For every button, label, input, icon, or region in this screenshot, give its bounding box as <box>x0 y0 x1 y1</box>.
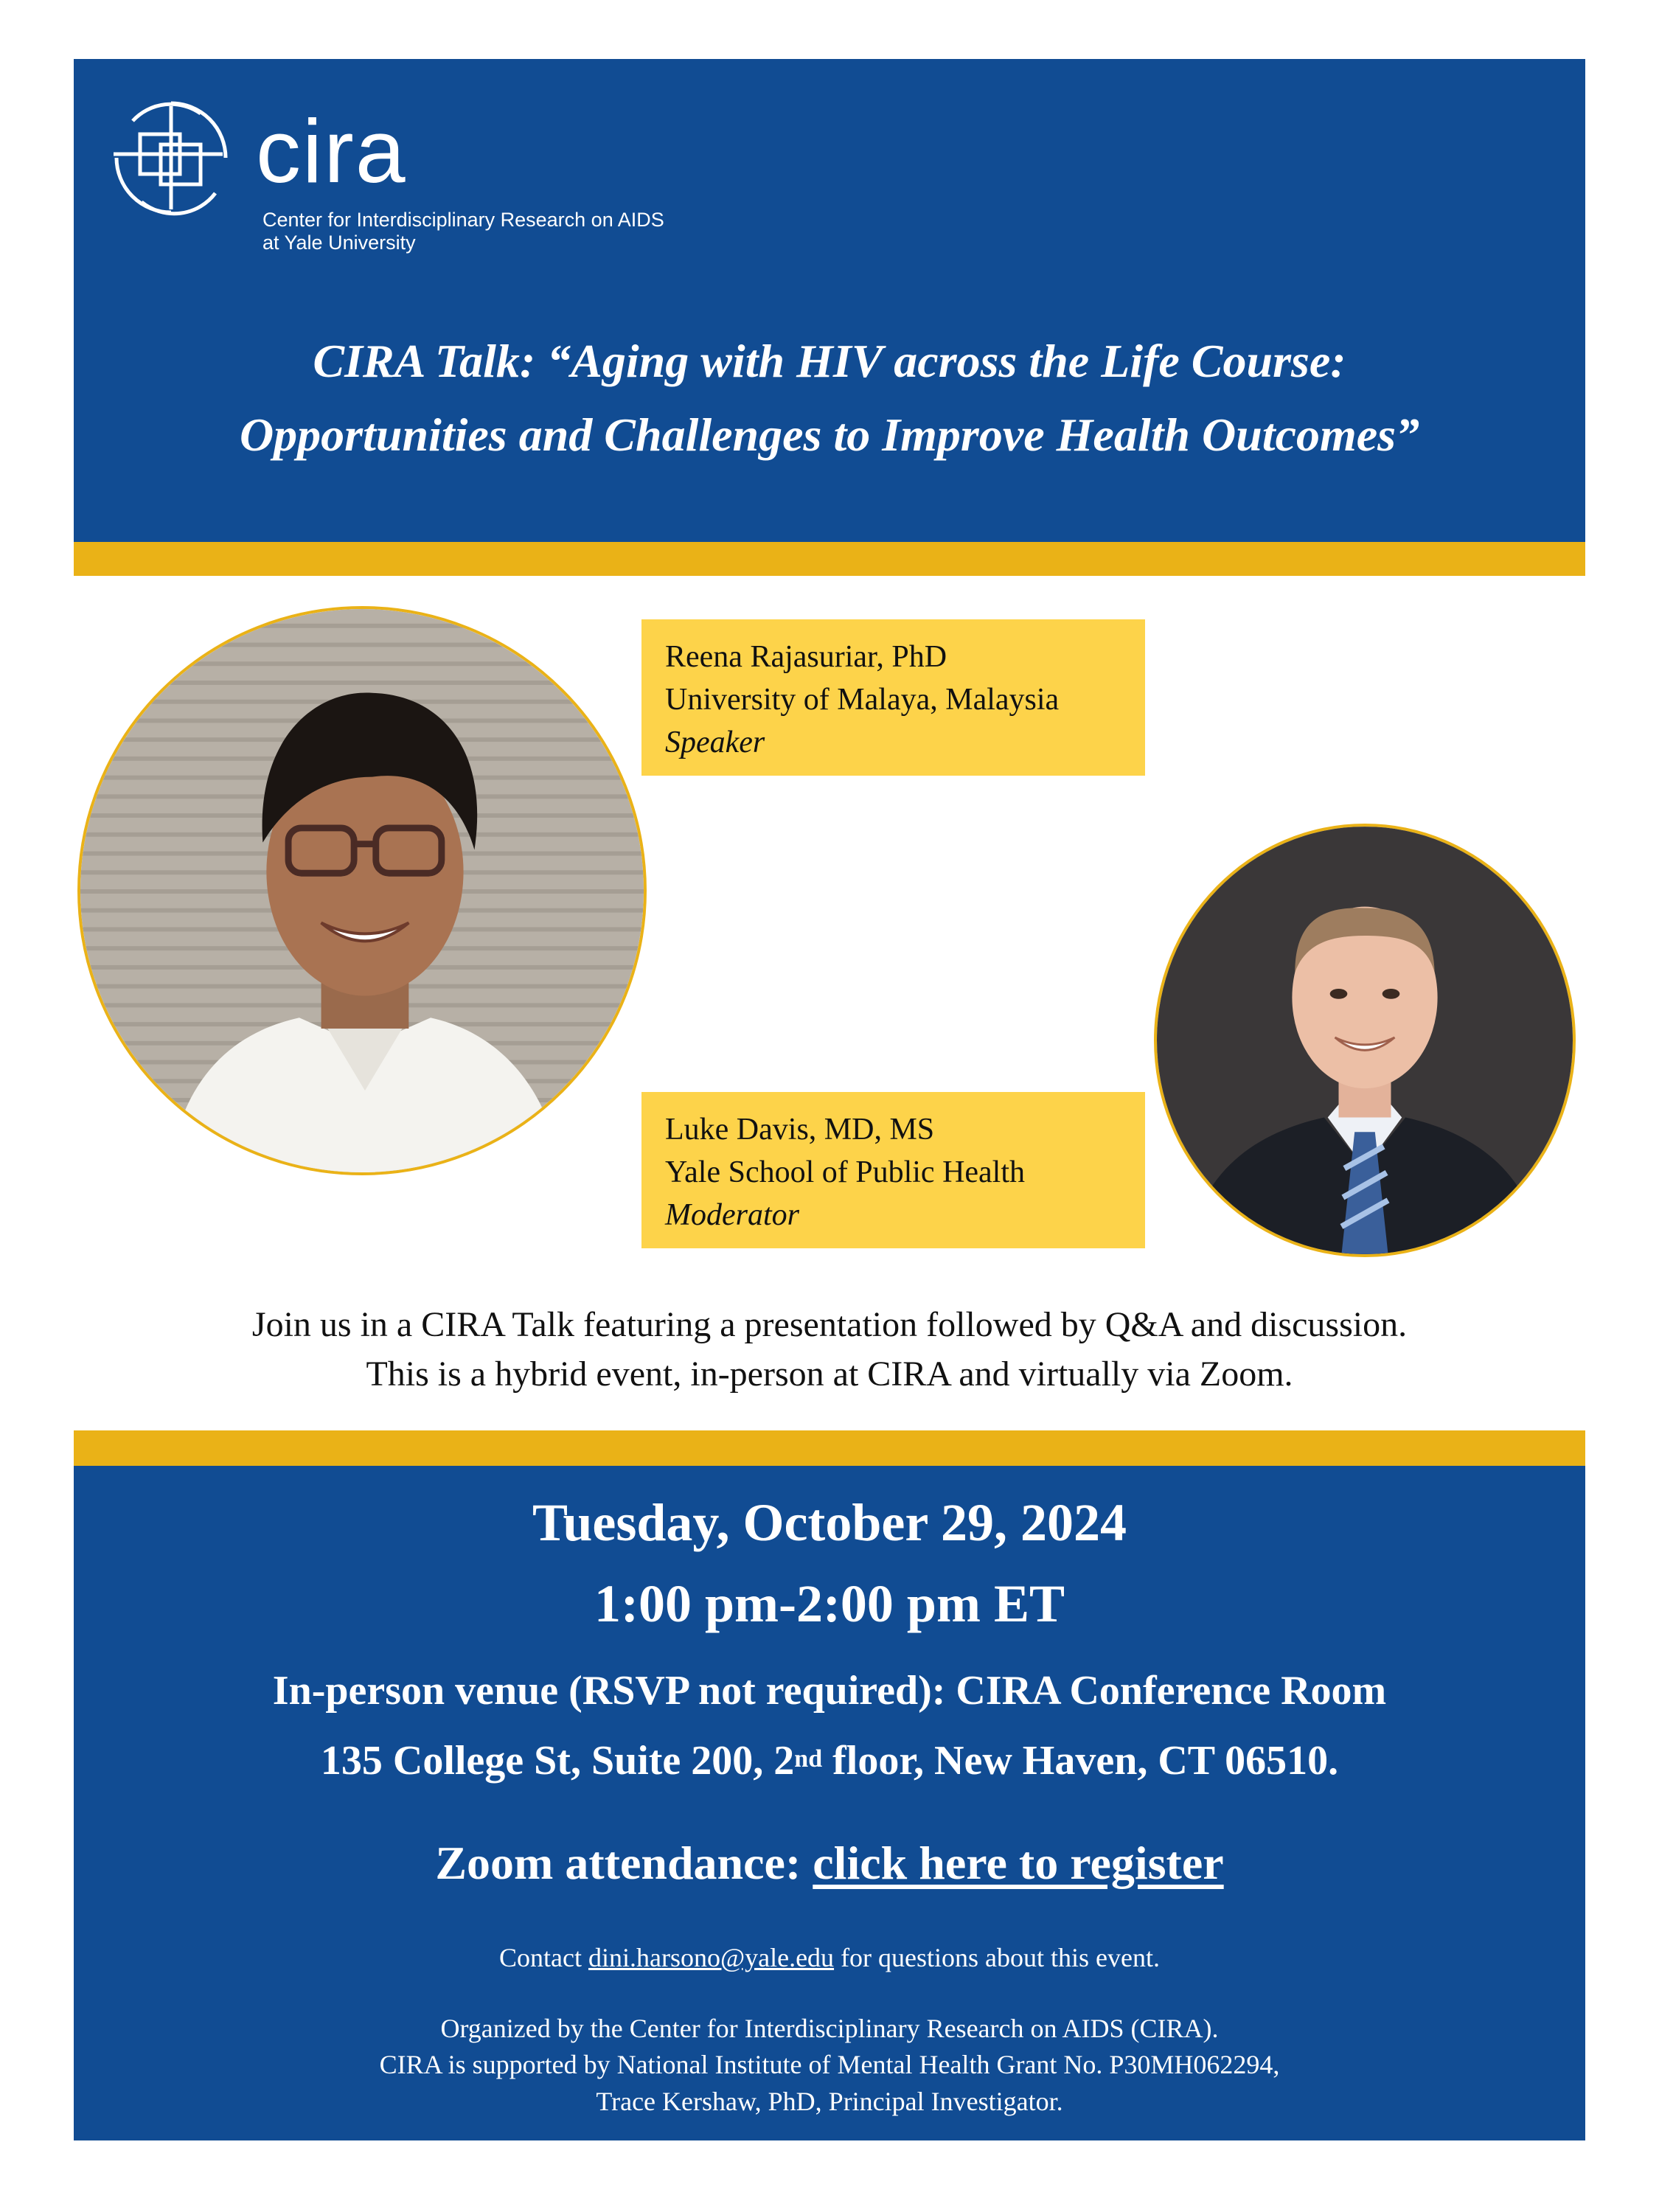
moderator-name: Luke Davis, MD, MS <box>665 1113 935 1147</box>
moderator-photo <box>1154 824 1576 1257</box>
zoom-register-link[interactable]: click here to register <box>813 1837 1224 1889</box>
moderator-affiliation: Yale School of Public Health <box>665 1155 1026 1189</box>
zoom-label: Zoom attendance: <box>435 1837 813 1889</box>
venue-address-part2: floor, New Haven, CT 06510. <box>822 1738 1339 1784</box>
event-date: Tuesday, October 29, 2024 <box>532 1493 1127 1552</box>
logo-subtitle-line1: Center for Interdisciplinary Research on AIDS <box>262 209 664 231</box>
event-title-line1: CIRA Talk: “Aging with HIV across the Life Course: <box>313 335 1346 387</box>
intro-line1: Join us in a CIRA Talk featuring a presentation followed by Q&A and discussion. <box>251 1305 1408 1344</box>
contact-prefix: Contact <box>499 1943 588 1972</box>
contact-email-link[interactable]: dini.harsono@yale.edu <box>588 1943 835 1972</box>
speaker-role: Speaker <box>665 726 765 759</box>
logo-subtitle-line2: at Yale University <box>262 232 416 254</box>
venue-line1: In-person venue (RSVP not required): CIRA Conference Room <box>272 1668 1387 1714</box>
zoom-attendance <box>74 1832 1585 1894</box>
venue-address-part1: 135 College St, Suite 200, 2 <box>320 1738 795 1784</box>
speaker-affiliation: University of Malaya, Malaysia <box>665 683 1060 717</box>
contact-suffix: for questions about this event. <box>834 1943 1160 1972</box>
speaker-photo <box>77 606 647 1175</box>
logo-wordmark: cira <box>256 101 407 201</box>
speaker-name: Reena Rajasuriar, PhD <box>665 640 947 674</box>
speaker-card <box>641 619 1145 776</box>
moderator-role: Moderator <box>665 1198 799 1232</box>
organizer-line2: CIRA is supported by National Institute of Mental Health Grant No. P30MH062294, <box>379 2050 1280 2079</box>
event-title-line2: Opportunities and Challenges to Improve Health Outcomes” <box>239 408 1420 461</box>
footer-gold-stripe <box>74 1430 1585 1466</box>
contact-line <box>74 1939 1585 1976</box>
event-time: 1:00 pm-2:00 pm ET <box>594 1574 1065 1633</box>
organizer-line1: Organized by the Center for Interdisciplinary Research on AIDS (CIRA). <box>440 2014 1219 2043</box>
moderator-card <box>641 1092 1145 1248</box>
organizer-line3: Trace Kershaw, PhD, Principal Investigator. <box>596 2087 1063 2116</box>
intro-line2: This is a hybrid event, in-person at CIRA and virtually via Zoom. <box>366 1354 1293 1394</box>
venue-address <box>74 1733 1585 1789</box>
cira-logo-icon <box>112 99 230 217</box>
venue-floor-ordinal: nd <box>794 1745 823 1773</box>
header-gold-stripe <box>74 542 1585 576</box>
